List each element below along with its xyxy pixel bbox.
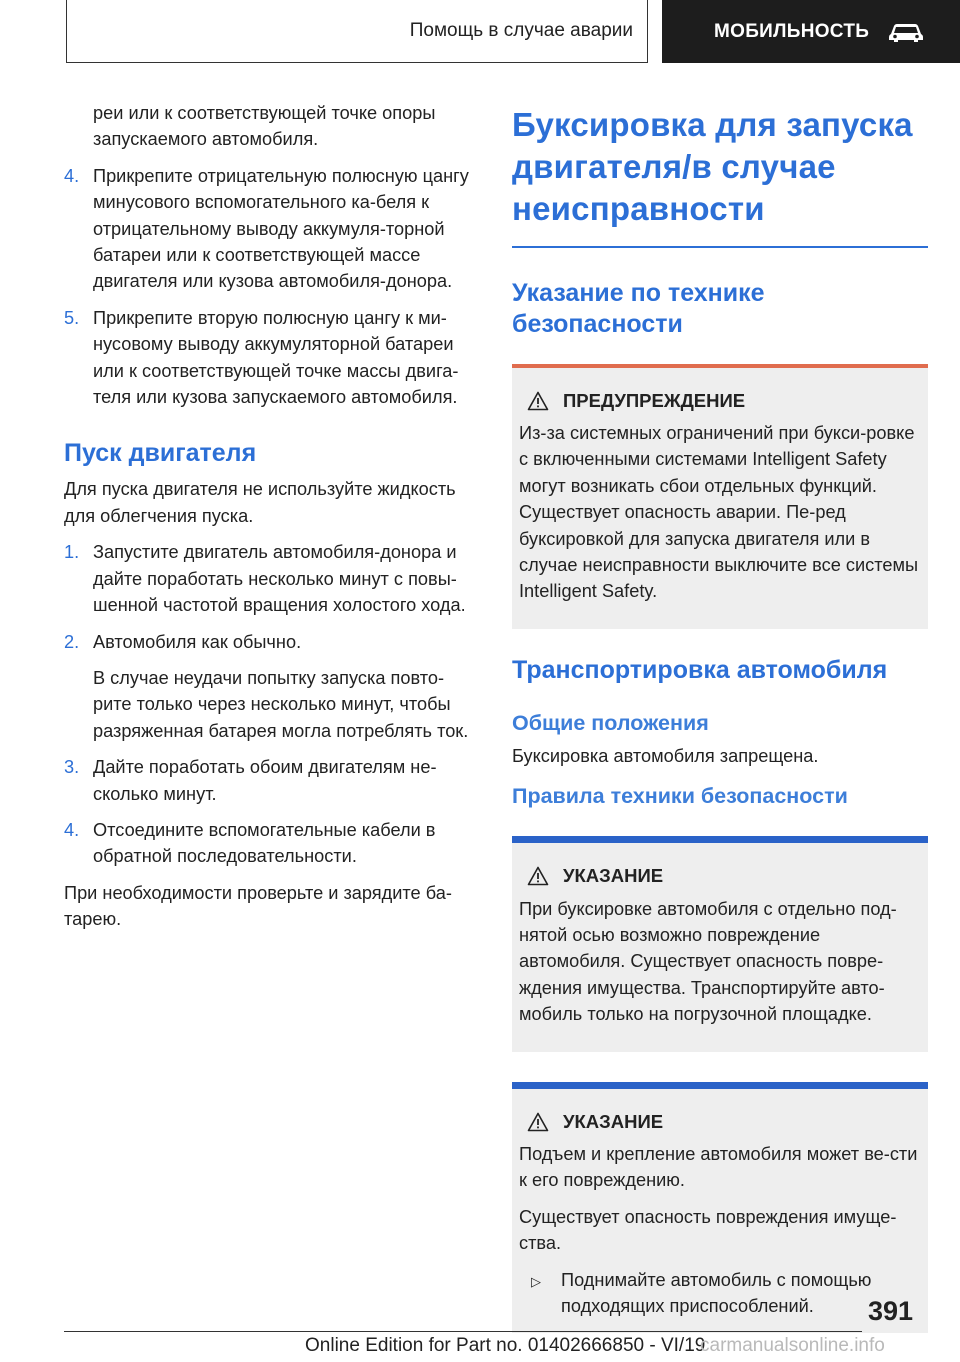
chapter-heading: Буксировка для запуска двигателя/в случае неисправности — [512, 106, 913, 227]
outro-text: При необходимости проверьте и зарядите ба-тарею. — [64, 882, 452, 930]
step-number: 4. — [64, 165, 80, 186]
notice-text: При буксировке автомобиля с отдельно под-нятой осью возможно повреждение автомобиля. Существует опасность повре-ждения имущества. Транспортируйте авто-мобиль только на погрузочной площадке. — [519, 898, 897, 1025]
warning-triangle-icon — [527, 1112, 549, 1132]
warning-label: ПРЕДУПРЕЖДЕНИЕ — [563, 389, 746, 411]
warning-triangle-icon — [527, 391, 549, 411]
list-item — [64, 629, 480, 745]
warning-box — [512, 364, 928, 629]
transport-heading: Транспортировка автомобиля — [512, 655, 888, 684]
warning-text: Из-за системных ограничений при букси-ровке с включенными системами Intelligent Safety могут возникать сбои отдельных функций. Существует опасность аварии. Пе-ред буксировкой для запуска двигателя или в случае неисправности выключите все системы Intelligent Safety. — [519, 422, 919, 602]
bullet-text: Поднимайте автомобиль с помощью подходящих приспособлений. — [561, 1269, 872, 1317]
step-number: 1. — [64, 542, 80, 563]
step-text: Дайте поработать обоим двигателям не-сколько минут. — [93, 757, 437, 804]
general-text: Буксировка автомобиля запрещена. — [512, 745, 819, 766]
notice-text: Существует опасность повреждения имуще-ства. — [519, 1206, 897, 1254]
step-number: 2. — [64, 631, 80, 652]
left-column — [64, 100, 480, 943]
header-chapter-tab — [662, 0, 960, 63]
safety-heading: Указание по технике безопасности — [512, 278, 765, 338]
step-extra-text: В случае неудачи попытку запуска повто-рите только через несколько минут, чтобы разряженная батарея могла потреблять ток. — [93, 667, 469, 741]
list-item — [519, 1267, 920, 1320]
rules-heading: Правила техники безопасности — [512, 784, 848, 809]
step-text: Прикрепите вторую полюсную цангу к ми-нусовому выводу аккумуляторной батареи или к соответствующей точке массы двига-теля или кузова запускаемого автомобиля. — [93, 307, 459, 408]
edition-text: Online Edition for Part no. 01402666850 - VI/19 — [305, 1335, 706, 1356]
car-icon — [887, 21, 925, 43]
watermark-text: carmanualsonline.info — [700, 1335, 885, 1356]
notice-box-1 — [512, 836, 928, 1051]
section-heading-engine-start: Пуск двигателя — [64, 439, 257, 468]
page-number: 391 — [868, 1296, 914, 1326]
step-text: Запустите двигатель автомобиля-донора и дайте поработать несколько минут с повы-шенной частотой вращения холостого хода. — [93, 542, 466, 616]
list-item — [64, 305, 480, 411]
warning-triangle-icon — [527, 866, 549, 886]
continuation-text: реи или к соответствующей точке опоры запускаемого автомобиля. — [93, 103, 436, 150]
heading-divider — [512, 246, 928, 248]
step-text: Автомобиля как обычно. — [93, 631, 302, 652]
step-number: 5. — [64, 307, 80, 328]
notice-label: УКАЗАНИЕ — [563, 1110, 664, 1132]
right-column — [512, 104, 928, 1333]
section-title: Помощь в случае аварии — [409, 20, 633, 41]
step-text: Отсоедините вспомогательные кабели в обратной последовательности. — [93, 819, 436, 867]
step-number: 3. — [64, 757, 80, 778]
chapter-title: МОБИЛЬНОСТЬ — [714, 20, 870, 42]
intro-text: Для пуска двигателя не используйте жидкость для облегчения пуска. — [64, 479, 456, 526]
step-number: 4. — [64, 819, 80, 840]
list-item — [64, 163, 480, 295]
list-item — [64, 754, 480, 807]
triangle-bullet-icon: ▷ — [531, 1273, 541, 1289]
footer-divider — [64, 1331, 862, 1332]
step-text: Прикрепите отрицательную полюсную цангу минусового вспомогательного ка-беля к отрицательному выводу аккумуля-торной батареи или к соответствующей массе двигателя или кузова автомобиля-донора. — [93, 165, 469, 292]
general-heading: Общие положения — [512, 710, 709, 735]
notice-label: УКАЗАНИЕ — [563, 865, 664, 887]
notice-text: Подъем и крепление автомобиля может ве-сти к его повреждению. — [519, 1144, 918, 1191]
notice-box-2 — [512, 1082, 928, 1334]
header-section-title — [66, 0, 648, 63]
list-item — [64, 817, 480, 870]
list-item — [64, 539, 480, 618]
